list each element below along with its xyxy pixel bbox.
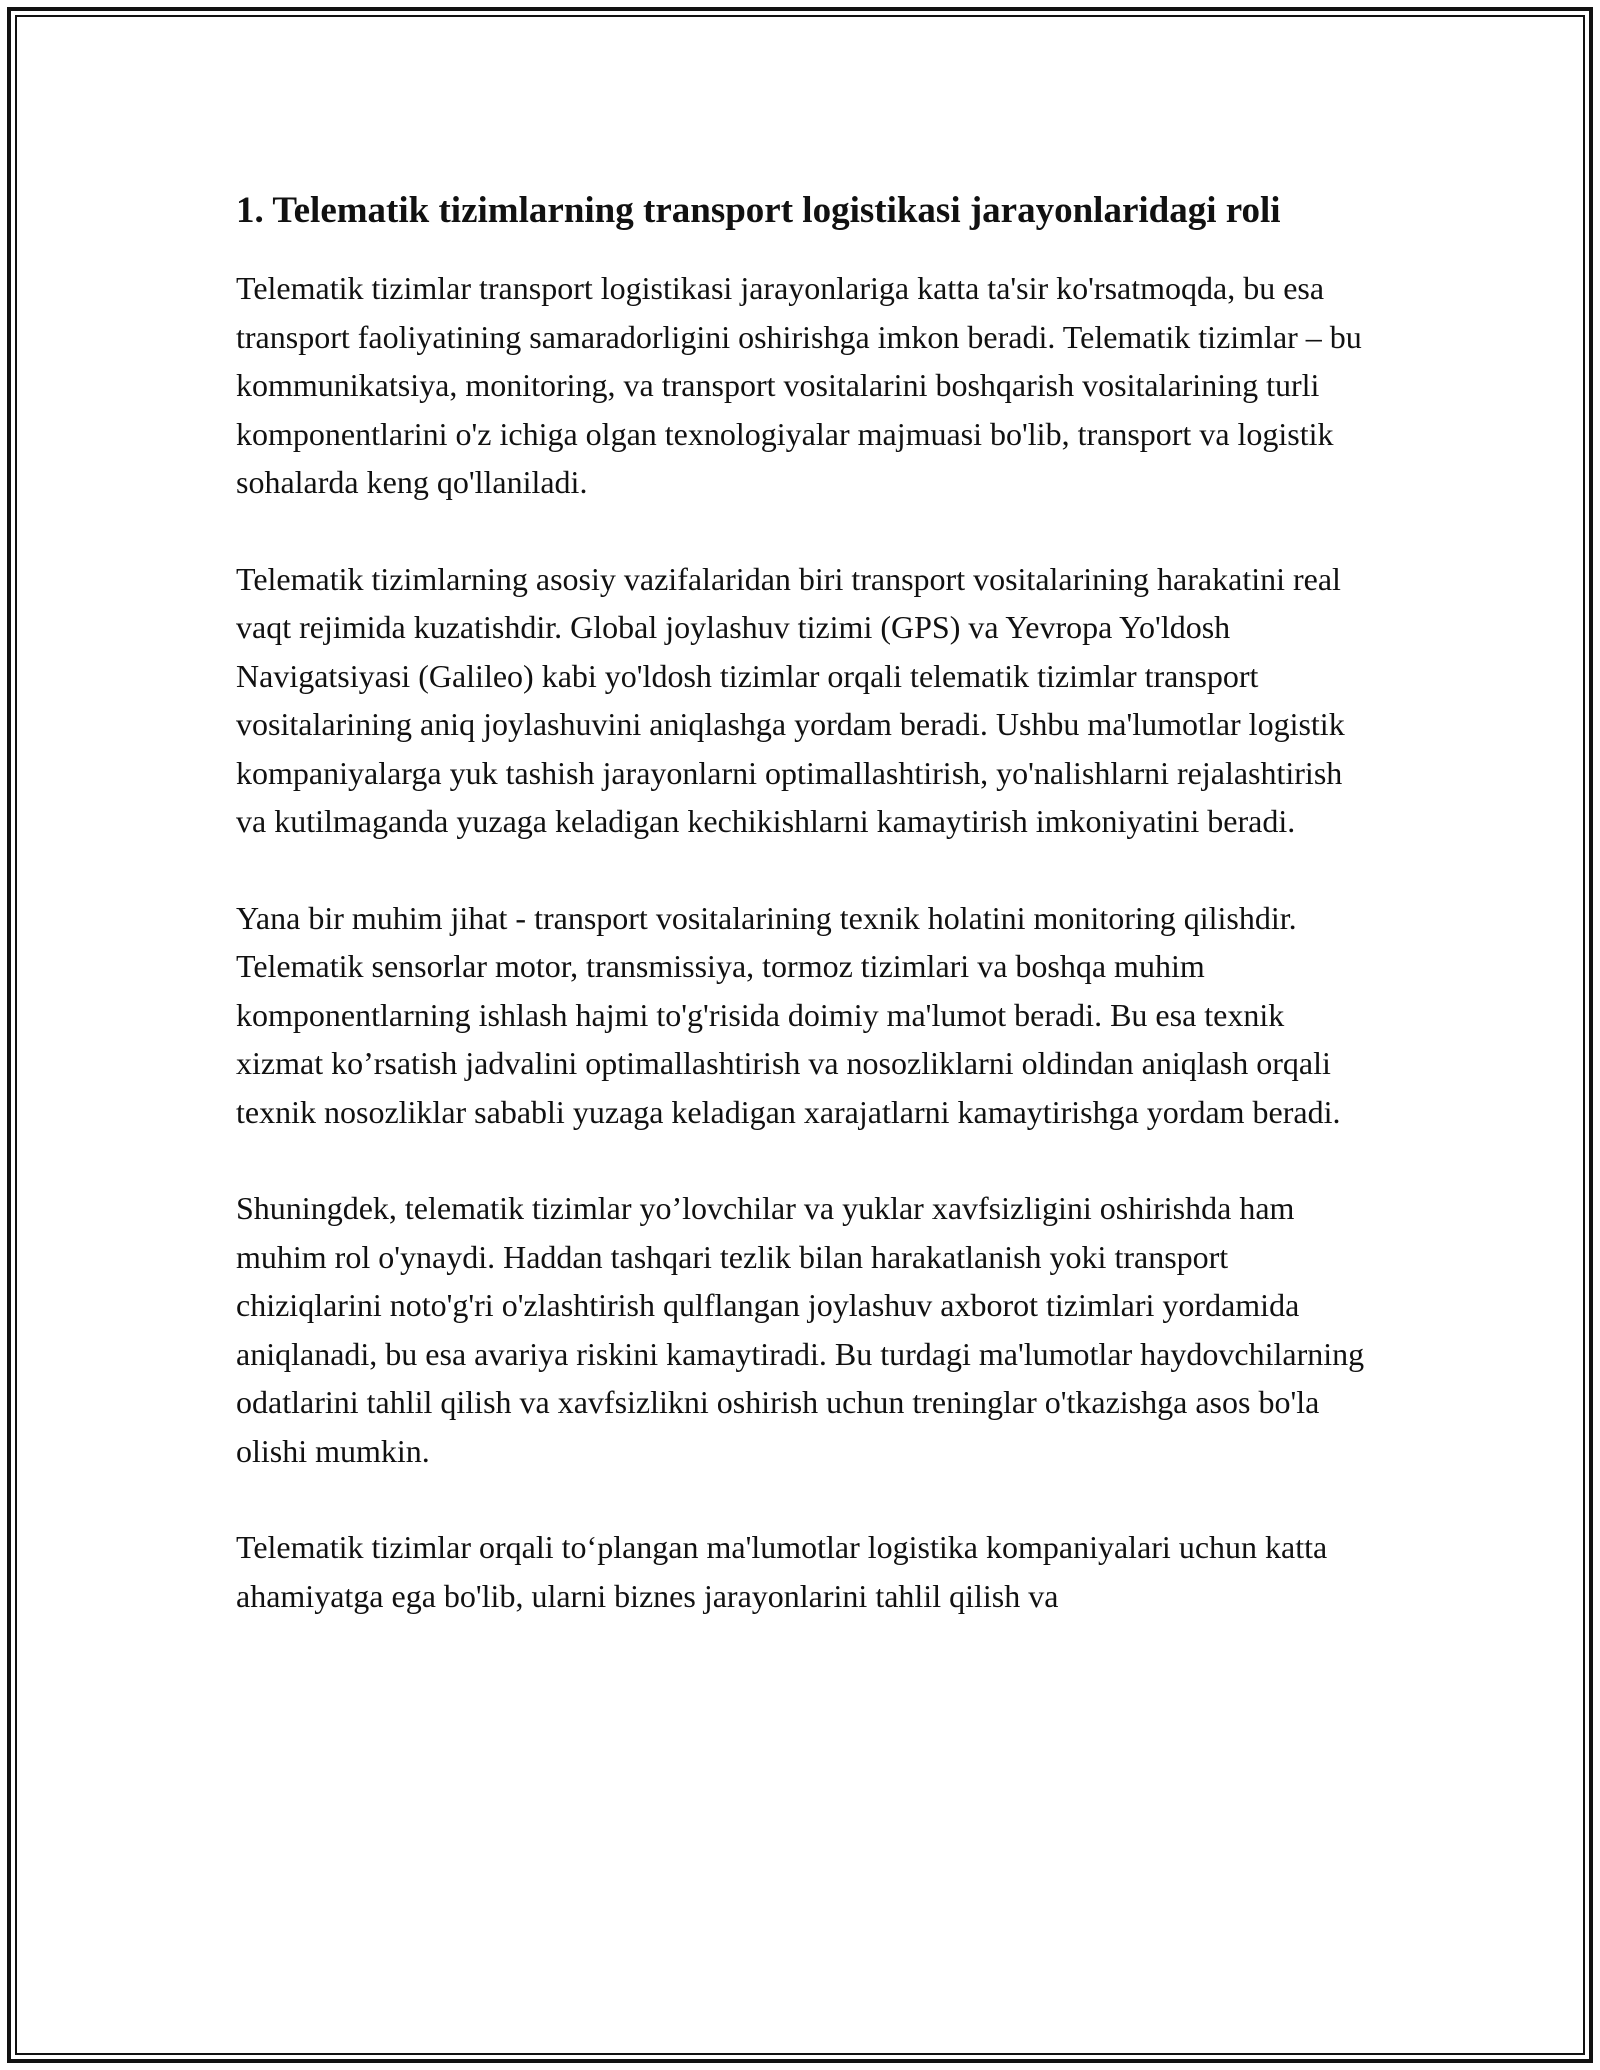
- paragraph-1: Telematik tizimlar transport logistikasi jarayonlariga katta ta'sir ko'rsatmoqda, bu esa transport faoliyatining samaradorligini oshirishga imkon beradi. Telematik tizimlar – bu kommunikatsiya, monitoring, va transport vositalarini boshqarish vositalarining turli komponentlarini o'z ichiga olgan texnologiyalar majmuasi bo'lib, transport va logistik sohalarda keng qo'llaniladi.: [236, 270, 1362, 500]
- paragraph-4: Shuningdek, telematik tizimlar yo’lovchilar va yuklar xavfsizligini oshirishda ham muhim rol o'ynaydi. Haddan tashqari tezlik bilan harakatlanish yoki transport chiziqlarini noto'g'ri o'zlashtirish qulflangan joylashuv axborot tizimlari yordamida aniqlanadi, bu esa avariya riskini kamaytiradi. Bu turdagi ma'lumotlar haydovchilarning odatlarini tahlil qilish va xavfsizlikni oshirish uchun treninglar o'tkazishga asos bo'la olishi mumkin.: [236, 1190, 1365, 1469]
- section-title: 1. Telematik tizimlarning transport logistikasi jarayonlaridagi roli: [236, 190, 1281, 231]
- paragraph-2: Telematik tizimlarning asosiy vazifalaridan biri transport vositalarining harakatini real vaqt rejimida kuzatishdir. Global joylashuv tizimi (GPS) va Yevropa Yo'ldosh Navigatsiyasi (Galileo) kabi yo'ldosh tizimlar orqali telematik tizimlar transport vositalarining aniq joylashuvini aniqlashga yordam beradi. Ushbu ma'lumotlar logistik kompaniyalarga yuk tashish jarayonlarni optimallashtirish, yo'nalishlarni rejalashtirish va kutilmaganda yuzaga keladigan kechikishlarni kamaytirish imkoniyatini beradi.: [236, 560, 1345, 839]
- document-body: [236, 184, 1366, 1668]
- paragraph-5: Telematik tizimlar orqali to‘plangan ma'lumotlar logistika kompaniyalari uchun katta ahamiyatga ega bo'lib, ularni biznes jarayonlarini tahlil qilish va: [236, 1529, 1328, 1614]
- paragraph-3: Yana bir muhim jihat - transport vositalarining texnik holatini monitoring qilishdir. Telematik sensorlar motor, transmissiya, tormoz tizimlari va boshqa muhim komponentlarning ishlash hajmi to'g'risida doimiy ma'lumot beradi. Bu esa texnik xizmat ko’rsatish jadvalini optimallashtirish va nosozliklarni oldindan aniqlash orqali texnik nosozliklar sababli yuzaga keladigan xarajatlarni kamaytirishga yordam beradi.: [236, 899, 1341, 1130]
